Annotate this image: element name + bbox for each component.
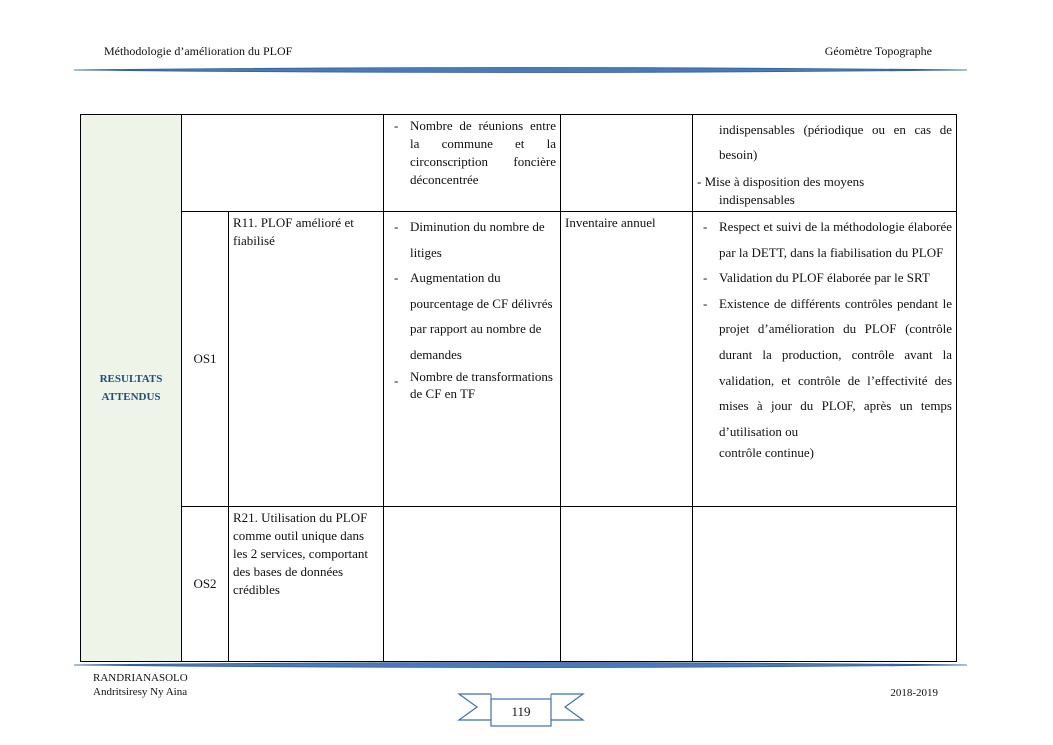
author-name-line1: RANDRIANASOLO: [93, 672, 188, 684]
objective-cell: OS2: [182, 507, 229, 662]
hypothesis-item: - Respect et suivi de la méthodologie élaborée par la DETT, dans la fiabilisation du PLOF: [697, 214, 952, 265]
indicator-item: - Diminution du nombre de litiges: [388, 214, 556, 265]
hypothesis-item: - Validation du PLOF élaborée par le SRT: [697, 265, 952, 291]
empty-cell: [561, 115, 693, 212]
table-row: [81, 212, 957, 507]
indicator-item: - Augmentation du pourcentage de CF délivrés par rapport au nombre de demandes: [388, 265, 556, 367]
hypothesis-cell: [693, 212, 957, 507]
objective-cell: OS1: [182, 212, 229, 507]
indicator-item: - Nombre de réunions entre la commune et la circonscription foncière déconcentrée: [388, 117, 556, 189]
hypothesis-continued-text: indispensables (périodique ou en cas de besoin): [719, 122, 952, 162]
indicator-cell: [384, 212, 561, 507]
empty-cell: [182, 115, 384, 212]
hypothesis-item-line2: indispensables: [719, 192, 795, 207]
hypothesis-item: - Existence de différents contrôles pendant le projet d’amélioration du PLOF (contrôle durant la production, contrôle avant la validation, et contrôle de l’effectivité des mises à jour du PLOF, après un temps d’utilisation ou contrôle continue): [697, 291, 952, 462]
header-rule: [74, 66, 967, 74]
indicator-item: - Nombre de transformations de CF en TF: [388, 368, 556, 402]
table-row: [81, 507, 957, 662]
page-number: 119: [511, 704, 531, 719]
footer-author: [93, 671, 188, 699]
header-right-title: Géomètre Topographe: [824, 44, 932, 58]
verification-source-cell: Inventaire annuel: [561, 212, 693, 507]
result-cell: R11. PLOF amélioré et fiabilisé: [229, 212, 384, 507]
empty-cell: [384, 507, 561, 662]
logframe-table: [80, 114, 957, 662]
footer-year: 2018-2019: [890, 687, 938, 699]
result-cell: R21. Utilisation du PLOF comme outil unique dans les 2 services, comportant des bases de données crédibles: [229, 507, 384, 662]
footer-rule: [74, 661, 967, 669]
author-name-line2: Andritsiresy Ny Aina: [93, 686, 188, 698]
category-label-line2: ATTENDUS: [101, 391, 161, 403]
category-cell: [81, 115, 182, 662]
table-row: [81, 115, 957, 212]
header-left-title: Méthodologie d’amélioration du PLOF: [104, 44, 293, 58]
category-label-line1: RESULTATS: [99, 373, 163, 385]
indicator-cell: [384, 115, 561, 212]
hypothesis-cell: [693, 115, 957, 212]
hypothesis-item: [697, 173, 952, 209]
hypothesis-item-line1: - Mise à disposition des moyens: [697, 174, 865, 189]
empty-cell: [561, 507, 693, 662]
empty-cell: [693, 507, 957, 662]
